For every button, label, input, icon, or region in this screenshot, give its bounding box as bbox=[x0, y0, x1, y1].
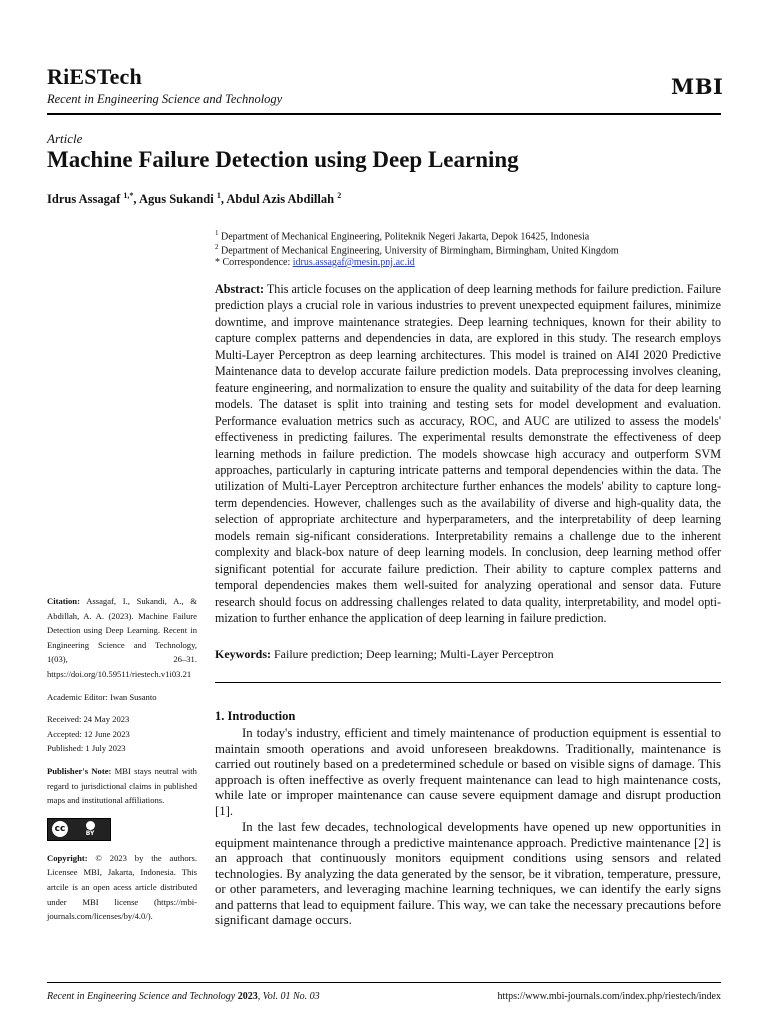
author-list: Idrus Assagaf $^{1,*}$, Agus Sukandi $^1$, Abdul Azis Abdillah $^2$ bbox=[47, 191, 342, 207]
affiliation-text: Department of Mechanical Engineering, Politeknik Negeri Jakarta, Depok 16425, Indonesia bbox=[221, 231, 590, 243]
keywords-text: Failure prediction; Deep learning; Multi-Layer Perceptron bbox=[274, 647, 554, 661]
author-superscript: 1,* bbox=[123, 191, 134, 200]
cc-icon: cc bbox=[50, 819, 70, 839]
sidebar bbox=[47, 594, 197, 924]
publisher-note bbox=[47, 764, 197, 808]
section-divider bbox=[215, 682, 721, 683]
attribution-person-icon bbox=[86, 821, 95, 830]
cc-by-license-badge[interactable] bbox=[47, 818, 111, 841]
citation-text: Assagaf, I., Sukandi, A., & Abdillah, A. A. (2023). Machine Failure Detection using Deep Learning. Recent in Engineering Science and Technology, 1(03), 26–31. https://doi.org/10.59511/riestech.v1i03.21 bbox=[47, 596, 197, 679]
cc-by-label: BY bbox=[85, 830, 95, 838]
keywords-label: Keywords: bbox=[215, 647, 271, 661]
article-title: Machine Failure Detection using Deep Learning bbox=[47, 147, 519, 172]
footer-journal-url[interactable]: https://www.mbi-journals.com/index.php/riestech/index bbox=[497, 991, 721, 1002]
citation bbox=[47, 594, 197, 682]
accepted-date: Accepted: 12 June 2023 bbox=[47, 728, 130, 739]
citation-label: Citation: bbox=[47, 596, 80, 606]
abstract-label: Abstract: bbox=[215, 282, 265, 296]
copyright-text: © 2023 by the authors. Licensee MBI, Jakarta, Indonesia. This artcile is an open acess article distributed under MBI license (https://mbi-journals.com/licenses/by/4.0/). bbox=[47, 852, 197, 922]
author-superscript: 1 bbox=[216, 191, 221, 200]
correspondence bbox=[215, 257, 415, 268]
header-divider bbox=[47, 113, 721, 115]
publisher-note-text: MBI stays neutral with regard to jurisdictional claims in published maps and institutional affiliations. bbox=[47, 765, 197, 806]
keywords bbox=[215, 647, 554, 662]
footer-year: 2023 bbox=[237, 991, 258, 1002]
journal-name: RiESTech bbox=[47, 64, 142, 89]
academic-editor: Academic Editor: Iwan Susanto bbox=[47, 691, 157, 702]
author-superscript: 2 bbox=[337, 191, 342, 200]
affiliation-superscript: 2 bbox=[215, 243, 219, 251]
affiliation-2 bbox=[215, 243, 619, 256]
affiliation-superscript: 1 bbox=[215, 229, 219, 237]
publisher-logo: MBI bbox=[671, 74, 724, 99]
publisher-note-label: Publisher's Note: bbox=[47, 765, 112, 776]
copyright-label: Copyright: bbox=[47, 852, 88, 863]
cc-license-badge-wrap bbox=[47, 818, 197, 841]
footer-volume: , Vol. 01 No. 03 bbox=[257, 991, 320, 1002]
correspondence-email-link[interactable]: idrus.assagaf@mesin.pnj.ac.id bbox=[292, 257, 415, 268]
footer-citation bbox=[47, 991, 320, 1002]
footer-divider bbox=[47, 982, 721, 983]
author-name: Idrus Assagaf bbox=[47, 192, 121, 207]
affiliation-1 bbox=[215, 229, 589, 242]
body-paragraph-1: In today's industry, efficient and timely maintenance of production equipment is essential to maintain smooth operations and avoid unforeseen breakdowns. Traditionally, maintenance is carried out routinely based on a predetermined schedule or based on visible signs of damage. This approach is often ineffective as overly frequent maintenance can lead to high maintenance costs, while late or improper maintenance can cause severe equipment damage and disrupt production [1]. bbox=[215, 726, 721, 818]
copyright bbox=[47, 851, 197, 924]
author-name: Agus Sukandi bbox=[138, 192, 214, 207]
author-name: Abdul Azis Abdillah bbox=[226, 192, 335, 207]
correspondence-label: * Correspondence: bbox=[215, 257, 291, 268]
body-paragraph-2: In the last few decades, technological developments have opened up new opportunities in equipment maintenance through a predictive maintenance approach. Predictive maintenance [2] is an approach that continuously monitors equipment conditions using sensors and related technologies. By analyzing the data generated by the sensor, be it vibration, temperature, pressure, or other parameters, and leveraging machine learning techniques, we can identify the early signs and patterns that lead to equipment failure. This way, we can take the necessary precautions before significant damage occurs. bbox=[215, 820, 721, 927]
footer-journal: Recent in Engineering Science and Technology bbox=[47, 991, 236, 1002]
section-heading-introduction: 1. Introduction bbox=[215, 709, 296, 723]
received-date: Received: 24 May 2023 bbox=[47, 714, 130, 725]
abstract bbox=[215, 281, 721, 627]
affiliation-text: Department of Mechanical Engineering, University of Birmingham, Birmingham, United Kingdom bbox=[221, 245, 619, 257]
published-date: Published: 1 July 2023 bbox=[47, 743, 126, 754]
abstract-text: This article focuses on the application of deep learning methods for failure prediction. Failure prediction plays a crucial role in various industries to prevent unexpected equipment failures, minimize downtime, and improve maintenance strategies. Deep learning techniques, known for their ability to capture complex patterns and dependencies in data, are explored in this study. The research employs Multi-Layer Perceptron as deep learning architectures. This model is trained on AI4I 2020 Predictive Maintenance data to develop accurate failure prediction models. Data preprocessing involves cleaning, feature engineering, and normalization to ensure the quality and suitability of the data for deep learning models. The dataset is split into training and testing sets for model development and evaluation. Performance evaluation metrics such as accuracy, ROC, and AUC are utilized to assess the models' effectiveness in predicting failures. The experimental results demonstrate the effectiveness of deep learning methods in failure prediction. The models showcase high accuracy and outperform SVM approaches, particularly in capturing intricate patterns and temporal dependencies within the data. The utilization of Multi-Layer Perceptron architecture further enhances the models' ability to capture long-term dependencies. However, challenges such as the availability of diverse and high-quality data, the selection of appropriate architecture and hyperparameters, and the interpretability of deep learning models remain sig-nificant considerations. Interpretability remains a challenge due to the inherent complexity and black-box nature of deep learning models. In conclusion, deep learning method offer significant potential for accurate failure prediction. Their ability to capture complex patterns and temporal dependencies makes them well-suited for analyzing operational and sensor data. Future research should focus on addressing challenges related to data quality, interpretability, and model opti-mization to further enhance the application of deep learning in failure prediction. bbox=[215, 282, 721, 626]
journal-subtitle: Recent in Engineering Science and Technology bbox=[47, 92, 283, 106]
article-type: Article bbox=[47, 131, 83, 146]
